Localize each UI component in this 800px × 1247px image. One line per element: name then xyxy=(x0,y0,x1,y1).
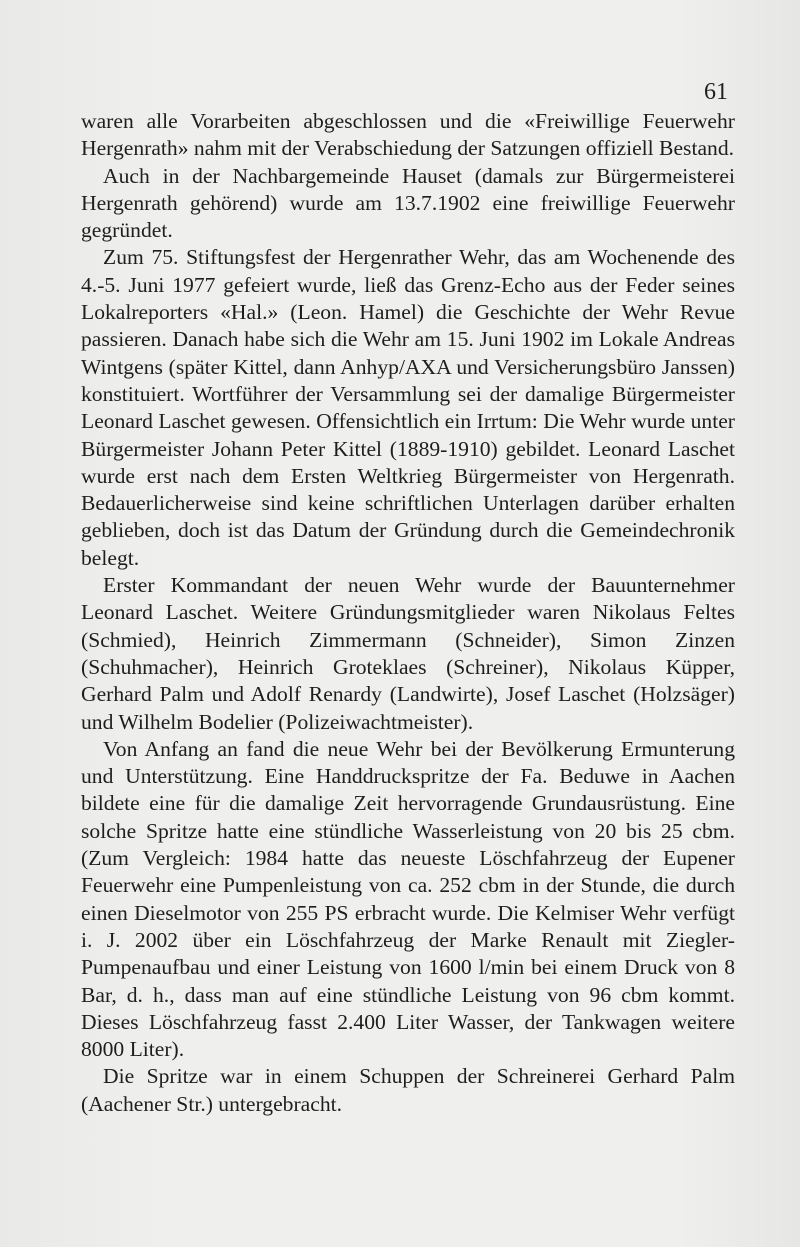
body-text xyxy=(81,108,735,1118)
paragraph: Die Spritze war in einem Schuppen der Schreinerei Gerhard Palm (Aachener Str.) untergebracht. xyxy=(81,1064,735,1116)
page-number: 61 xyxy=(704,79,728,105)
paragraph: Zum 75. Stiftungsfest der Hergenrather Wehr, das am Wochenende des 4.-5. Juni 1977 gefeiert wurde, ließ das Grenz-Echo aus der Feder seines Lokalreporters «Hal.» (Leon. Hamel) die Geschichte der Wehr Revue passieren. Danach habe sich die Wehr am 15. Juni 1902 im Lokale Andreas Wintgens (später Kittel, dann Anhyp/AXA und Versicherungsbüro Janssen) konstituiert. Wortführer der Versammlung sei der damalige Bürgermeister Leonard Laschet gewesen. Offensichtlich ein Irrtum: Die Wehr wurde unter Bürgermeister Johann Peter Kittel (1889-1910) gebildet. Leonard Laschet wurde erst nach dem Ersten Weltkrieg Bürgermeister von Hergenrath. Bedauerlicherweise sind keine schriftlichen Unterlagen darüber erhalten geblieben, doch ist das Datum der Gründung durch die Gemeindechronik belegt. xyxy=(81,245,735,570)
paragraph: waren alle Vorarbeiten abgeschlossen und die «Freiwillige Feuerwehr Hergenrath» nahm mit der Verabschiedung der Satzungen offiziell Bestand. xyxy=(81,109,735,161)
paragraph: Erster Kommandant der neuen Wehr wurde der Bauunternehmer Leonard Laschet. Weitere Gründungsmitglieder waren Nikolaus Feltes (Schmied), Heinrich Zimmermann (Schneider), Simon Zinzen (Schuhmacher), Heinrich Groteklaes (Schreiner), Nikolaus Küpper, Gerhard Palm und Adolf Renardy (Landwirte), Josef Laschet (Holzsäger) und Wilhelm Bodelier (Polizeiwachtmeister). xyxy=(81,573,735,734)
paragraph: Von Anfang an fand die neue Wehr bei der Bevölkerung Ermunterung und Unterstützung. Eine Handdruckspritze der Fa. Beduwe in Aachen bildete eine für die damalige Zeit hervorragende Grundausrüstung. Eine solche Spritze hatte eine stündliche Wasserleistung von 20 bis 25 cbm. (Zum Vergleich: 1984 hatte das neueste Löschfahrzeug der Eupener Feuerwehr eine Pumpenleistung von ca. 252 cbm in der Stunde, die durch einen Dieselmotor von 255 PS erbracht wurde. Die Kelmiser Wehr verfügt i. J. 2002 über ein Löschfahrzeug der Marke Renault mit Ziegler-Pumpenaufbau und einer Leistung von 1600 l/min bei einem Druck von 8 Bar, d. h., dass man auf eine stündliche Leistung von 96 cbm kommt. Dieses Löschfahrzeug fasst 2.400 Liter Wasser, der Tankwagen weitere 8000 Liter). xyxy=(81,736,735,1062)
paragraph: Auch in der Nachbargemeinde Hauset (damals zur Bürgermeisterei Hergenrath gehörend) wurde am 13.7.1902 eine freiwillige Feuerwehr gegründet. xyxy=(81,163,735,243)
